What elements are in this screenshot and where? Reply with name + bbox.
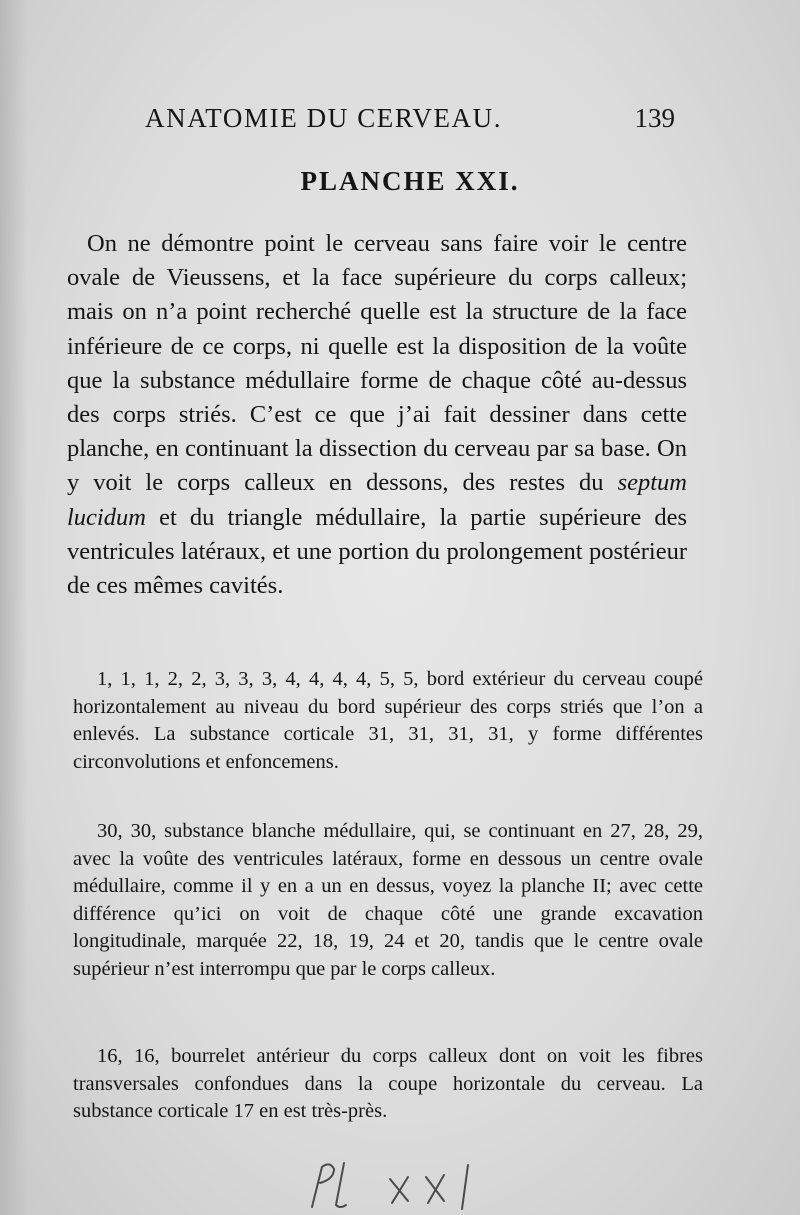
legend-paragraph-3: [73, 1043, 703, 1126]
legend-paragraph-1: [73, 666, 703, 776]
page-number: 139: [634, 103, 675, 133]
legend-text-3: 16, 16, bourrelet antérieur du corps calleux dont on voit les fibres transversales confondues dans la coupe horizontale du cerveau. La substance corticale 17 en est très-près.: [73, 1045, 703, 1123]
legend-paragraph-2: [73, 818, 703, 984]
running-title: ANATOMIE DU CERVEAU.: [145, 103, 503, 133]
handwritten-annotation-drawing: [300, 1155, 520, 1215]
intro-text-start: On ne démontre point le cerveau sans faire voir le centre ovale de Vieussens, et la face supérieure du corps calleux; mais on n’a point recherché quelle est la structure de la face inférieure de ce corps, ni quelle est la disposition de la voûte que la substance médullaire forme de chaque côté au-dessus des corps striés. C’est ce que j’ai fait dessiner dans cette planche, en continuant la dissection du cerveau par sa base. On y voit le corps calleux en dessons, des restes du: [67, 230, 687, 497]
intro-text-end: et du triangle médullaire, la partie supérieure des ventricules latéraux, et une portion du prolongement postérieur de ces mêmes cavités.: [67, 503, 688, 600]
running-header: [145, 103, 675, 139]
legend-text-1: 1, 1, 1, 2, 2, 3, 3, 3, 4, 4, 4, 4, 5, 5, bord extérieur du cerveau coupé horizontalement au niveau du bord supérieur des corps striés que l’on a enlevés. La substance corticale 31, 31, 31, 31, y forme différentes circonvolutions et enfoncemens.: [73, 668, 703, 773]
intro-italic-term: septum lucidum: [67, 469, 687, 531]
handwritten-annotation: [300, 1155, 520, 1215]
intro-paragraph: [67, 227, 687, 603]
plate-title: PLANCHE XXI.: [300, 166, 520, 196]
legend-text-2: 30, 30, substance blanche médullaire, qui, se continuant en 27, 28, 29, avec la voûte des ventricules latéraux, forme en dessous un centre ovale médullaire, comme il y en a un en dessus, voyez la planche II; avec cette différence qu’ici on voit de chaque côté une grande excavation longitudinale, marquée 22, 18, 19, 24 et 20, tandis que le centre ovale supérieur n’est interrompu que par le corps calleux.: [73, 820, 703, 980]
